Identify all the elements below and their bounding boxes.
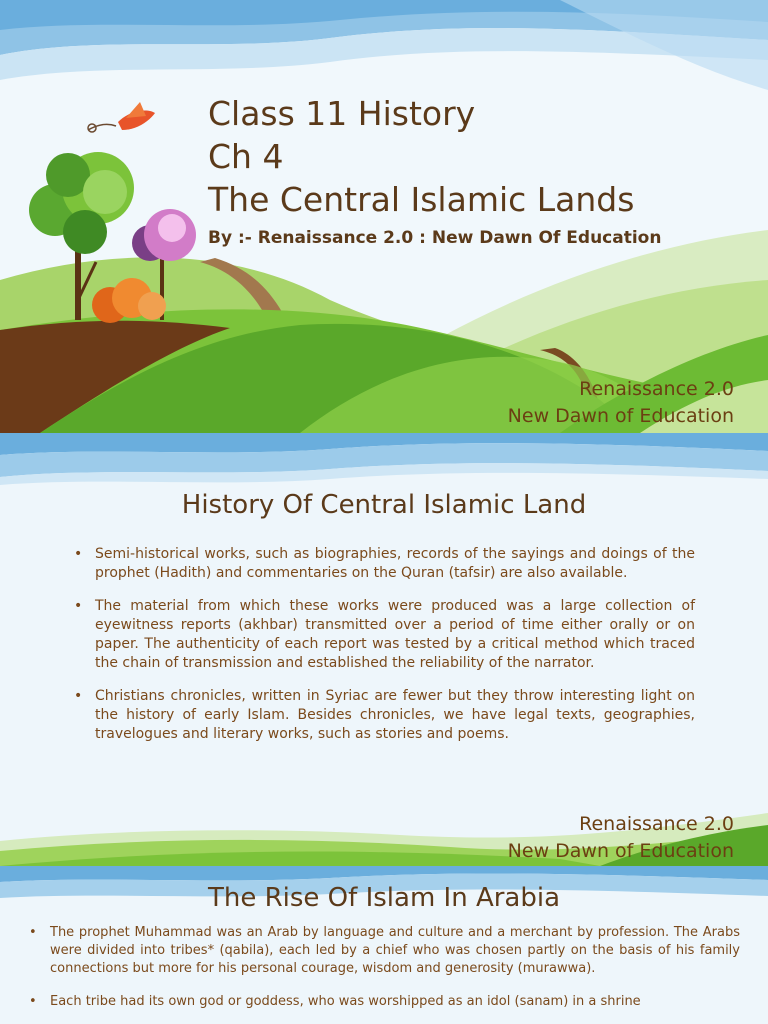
bullet-dot: •: [74, 546, 83, 562]
list-item: [29, 924, 740, 978]
list-item: [74, 687, 695, 744]
slide-3: [0, 866, 768, 1024]
bullet-dot: •: [29, 994, 37, 1009]
bullet-text: The prophet Muhammad was an Arab by language and culture and a merchant by profession. The Arabs were divided into tribes* (qabila), each led by a chief who was chosen partly on the basis of his family connections but more for his personal courage, wisdom and generosity (murawwa).: [50, 925, 740, 976]
watermark: [508, 376, 734, 430]
slide-2-bullet-list: [74, 545, 695, 758]
watermark-line: Renaissance 2.0: [579, 813, 734, 835]
slide-3-bullet-list: [29, 924, 740, 1024]
bullet-text: Each tribe had its own god or goddess, who was worshipped as an idol (sanam) in a shrine: [50, 994, 641, 1009]
bullet-dot: •: [74, 688, 83, 704]
bullet-text: Semi-historical works, such as biographies, records of the sayings and doings of the prophet (Hadith) and commentaries on the Quran (tafsir) are also available.: [95, 546, 695, 581]
bullet-dot: •: [29, 925, 37, 940]
title-line: The Central Islamic Lands: [208, 180, 635, 219]
slide-2-title: History Of Central Islamic Land: [181, 490, 587, 520]
slide-1: [0, 0, 768, 433]
watermark: [508, 811, 734, 865]
slide-3-title: The Rise Of Islam In Arabia: [207, 883, 561, 913]
watermark-line: New Dawn of Education: [507, 840, 734, 862]
title-line: Class 11 History: [208, 94, 476, 133]
title-line: Ch 4: [208, 137, 284, 176]
list-item: [74, 545, 695, 583]
bullet-text: The material from which these works were produced was a large collection of eyewitness reports (akhbar) transmitted over a period of time either orally or on paper. The authenticity of each report was tested by a critical method which traced the chain of transmission and established the reliability of the narrator.: [95, 598, 695, 671]
byline: By :- Renaissance 2.0 : New Dawn Of Education: [208, 228, 662, 248]
bullet-dot: •: [74, 598, 83, 614]
list-item: [29, 993, 740, 1011]
slide-2: [0, 433, 768, 866]
slide-1-title: [208, 92, 634, 221]
list-item: [74, 597, 695, 673]
watermark-line: New Dawn of Education: [507, 405, 734, 427]
watermark-line: Renaissance 2.0: [579, 378, 734, 400]
bullet-text: Christians chronicles, written in Syriac are fewer but they throw interesting light on the history of early Islam. Besides chronicles, we have legal texts, geographies, travelogues and literary works, such as stories and poems.: [95, 688, 695, 742]
